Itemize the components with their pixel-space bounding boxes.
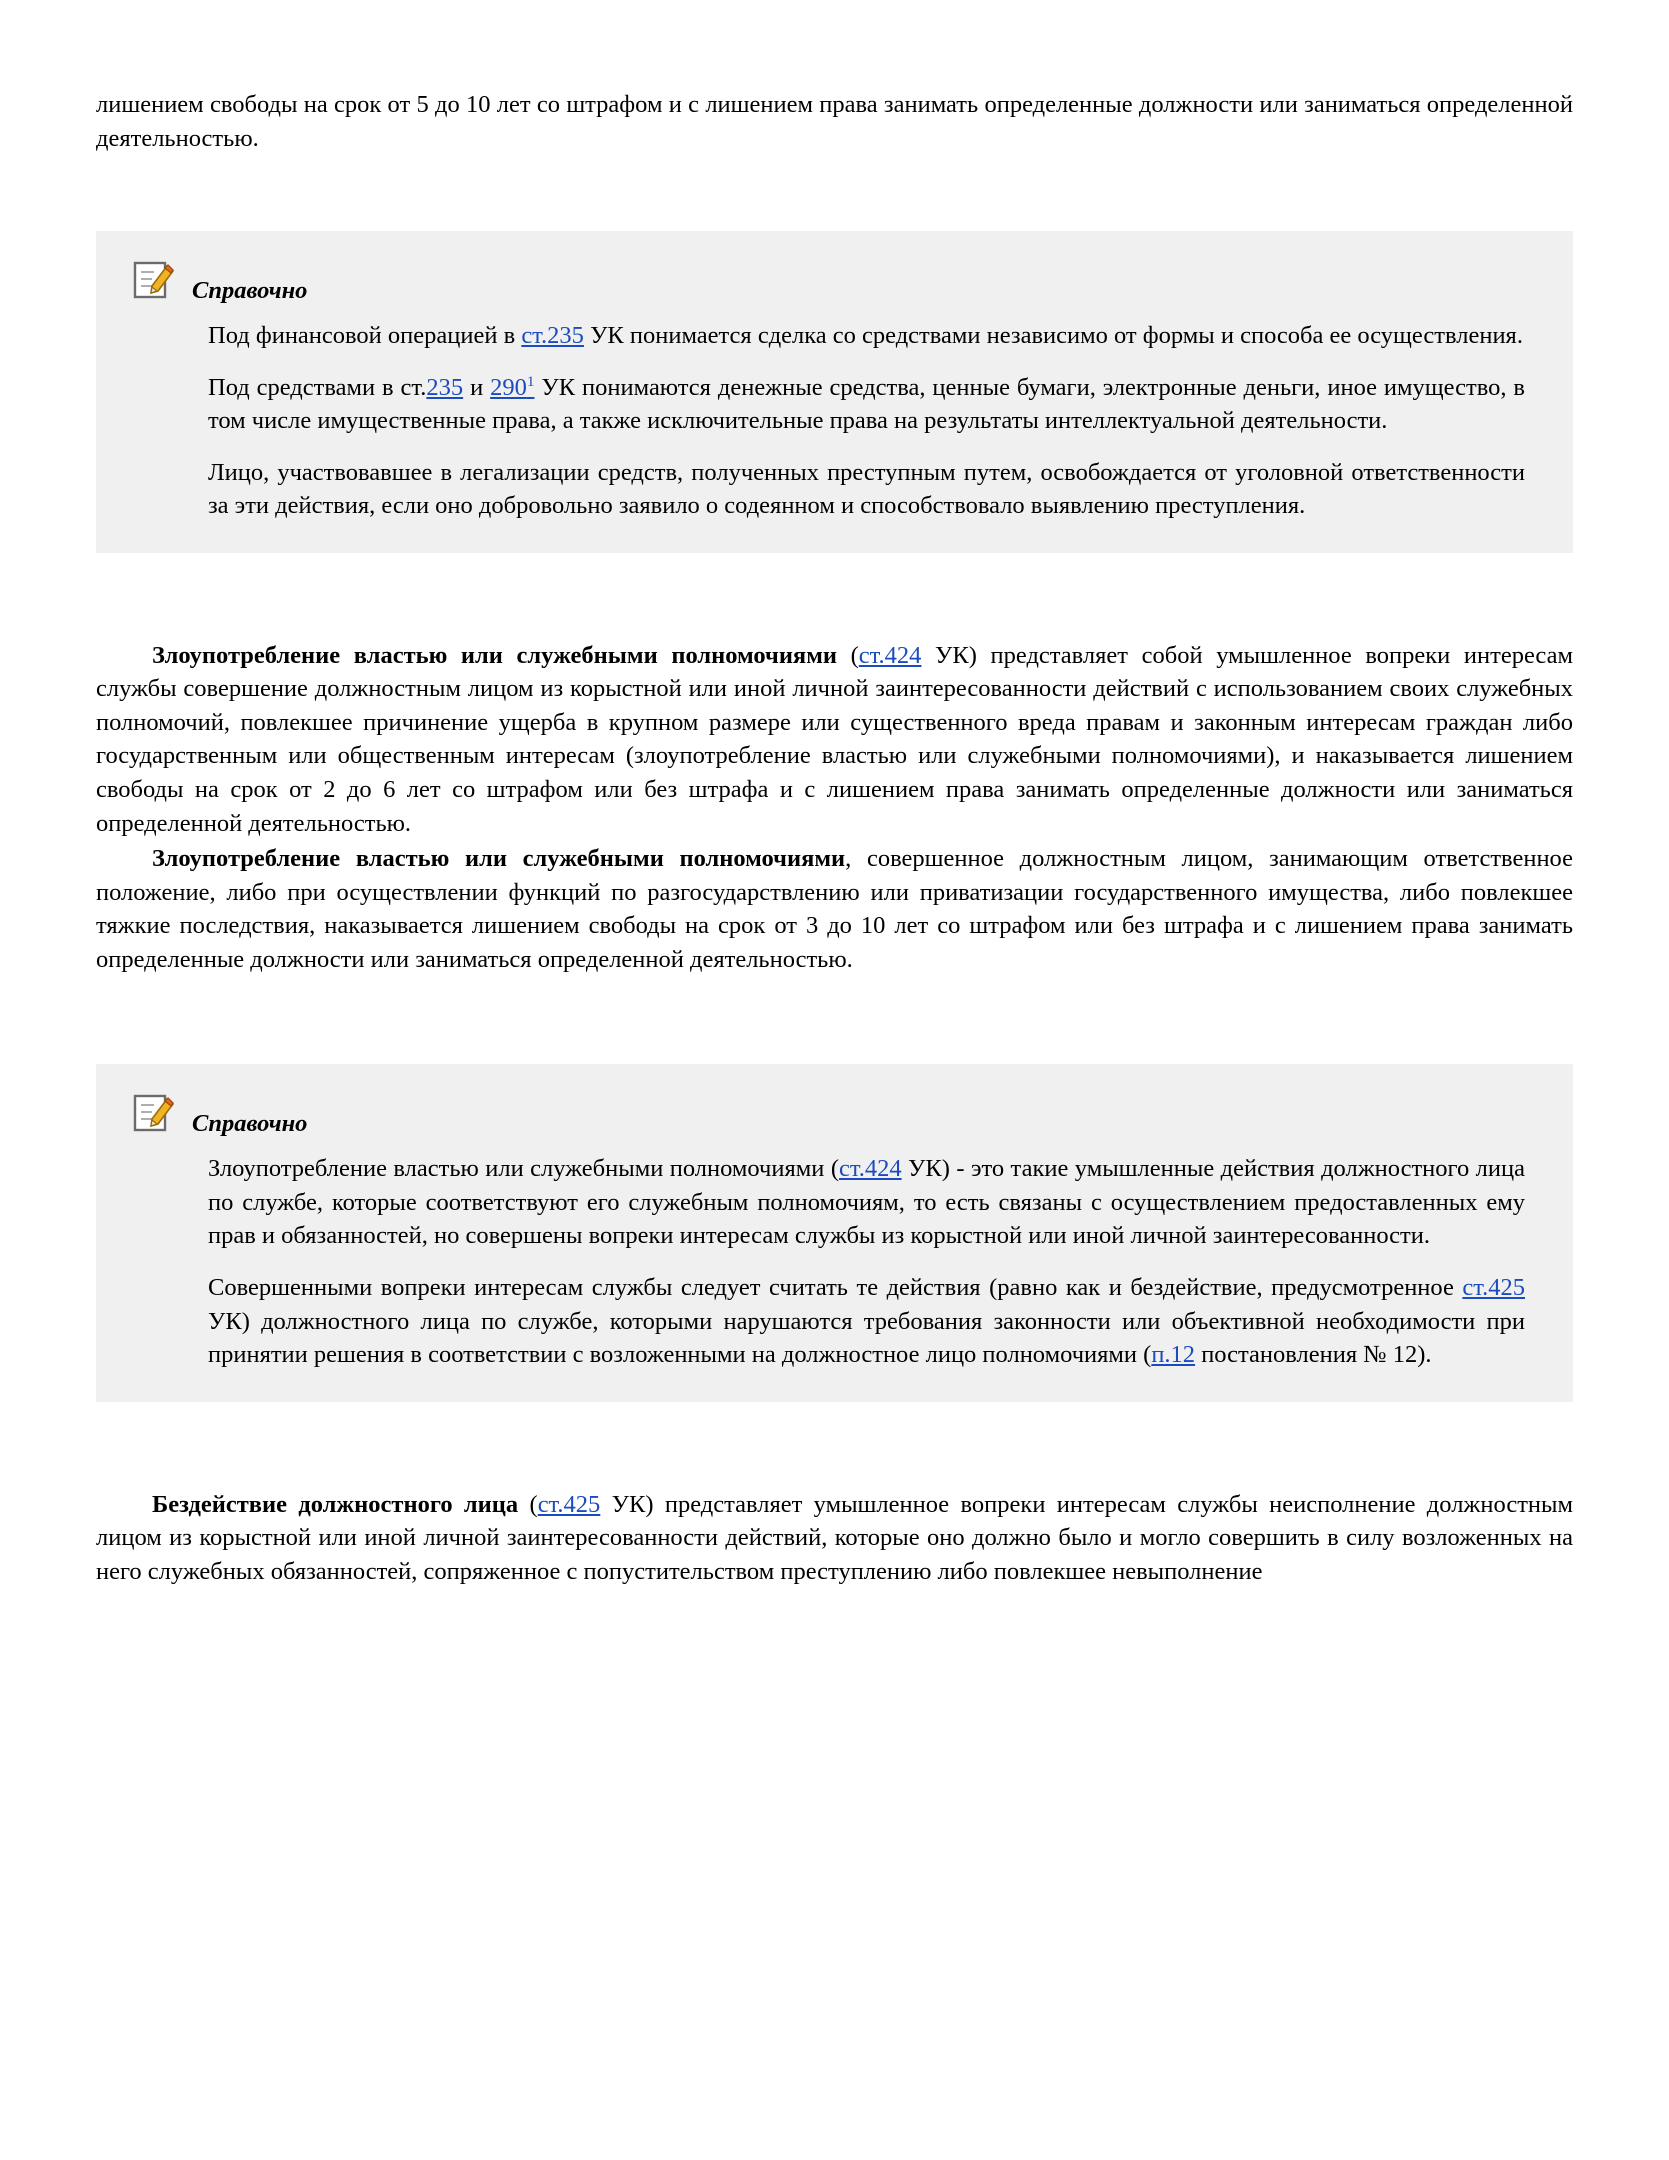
text-fragment: Под финансовой операцией в: [208, 321, 522, 349]
reference-box-1: [96, 231, 1573, 553]
bold-lead: Злоупотребление властью или служебными полномочиями: [152, 641, 837, 669]
note-edit-icon: [132, 1092, 174, 1134]
vertical-spacer: [96, 553, 1573, 639]
bold-lead: Бездействие должностного лица: [152, 1490, 519, 1518]
link-p12[interactable]: п.12: [1151, 1341, 1196, 1369]
link-st424[interactable]: ст.424: [858, 641, 922, 669]
vertical-spacer: [96, 978, 1573, 1064]
text-fragment: Злоупотребление властью или служебными полномочиями (: [208, 1155, 839, 1183]
reference-box-1-header: [132, 257, 1537, 307]
text-fragment: УК) представляет собой умышленное вопреки интересам службы совершение должностным лицом из корыстной или иной личной заинтересованности действий с использованием своих служебных полномочий, повлекшее причинение ущерба в крупном размере или существенного вреда правам и законным интересам граждан либо государственным или общественным интересам (злоупотребление властью или служебными полномочиями), и наказывается лишением свободы на срок от 2 до 6 лет со штрафом или без штрафа и с лишением права занимать определенные должности или заниматься определенной деятельностью.: [96, 641, 1573, 837]
reference-box-2-title: Справочно: [192, 1110, 308, 1138]
text-fragment: УК) - это такие умышленные действия должностного лица по службе, которые соответствуют его служебным полномочиям, то есть связаны с осуществлением предоставленных ему прав и обязанностей, но совершены вопреки интересам службы из корыстной или иной личной заинтересованности.: [208, 1155, 1525, 1250]
reference-box-2-paragraph-2: [132, 1271, 1537, 1372]
vertical-spacer: [96, 157, 1573, 231]
link-290-superscript: 1: [526, 372, 535, 390]
text-fragment: Под средствами в ст.: [208, 373, 427, 401]
text-fragment: УК) представляет умышленное вопреки интересам службы неисполнение должностным лицом из корыстной или иной личной заинтересованности действий, которые оно должно было и могло совершить в силу возложенных на него служебных обязанностей, сопряженное с попустительством преступлению либо повлекшее невыполнение: [96, 1490, 1573, 1585]
paragraph-abuse-of-power-2: [96, 842, 1573, 976]
reference-box-2-paragraph-1: [132, 1152, 1537, 1253]
paragraph-continuation: лишением свободы на срок от 5 до 10 лет со штрафом и с лишением права занимать определенные должности или заниматься определенной деятельностью.: [96, 91, 1573, 152]
reference-box-2-header: [132, 1090, 1537, 1140]
paragraph-abuse-of-power-1: [96, 639, 1573, 840]
text-fragment: и: [463, 373, 491, 401]
link-st235[interactable]: ст.235: [521, 321, 584, 349]
text-fragment: УК) должностного лица по службе, которыми нарушаются требования законности или объективной необходимости при принятии решения в соответствии с возложенными на должностное лицо полномочиями (: [208, 1307, 1525, 1369]
link-st424[interactable]: ст.424: [838, 1155, 902, 1183]
bold-lead: Злоупотребление властью или служебными полномочиями: [152, 845, 846, 873]
link-st425[interactable]: ст.425: [1462, 1273, 1525, 1301]
link-235[interactable]: 235: [426, 373, 464, 401]
link-290-label: 290: [490, 373, 527, 401]
text-fragment: (: [837, 641, 859, 669]
link-st425[interactable]: ст.425: [537, 1490, 601, 1518]
text-fragment: УК понимается сделка со средствами независимо от формы и способа ее осуществления.: [583, 321, 1523, 349]
note-edit-icon: [132, 259, 174, 301]
text-fragment: Совершенными вопреки интересам службы следует считать те действия (равно как и бездействие, предусмотренное: [208, 1273, 1463, 1301]
reference-box-2: [96, 1064, 1573, 1401]
text-fragment: постановления № 12).: [1195, 1341, 1432, 1369]
text-fragment: , совершенное должностным лицом, занимающим ответственное положение, либо при осуществлении функций по разгосударствлению или приватизации государственного имущества, либо повлекшее тяжкие последствия, наказывается лишением свободы на срок от 3 до 10 лет со штрафом или без штрафа и с лишением права занимать определенные должности или заниматься определенной деятельностью.: [96, 845, 1573, 973]
text-fragment: УК понимаются денежные средства, ценные бумаги, электронные деньги, иное имущество, в том числе имущественные права, а также исключительные права на результаты интеллектуальной деятельности.: [208, 373, 1525, 435]
reference-box-1-title: Справочно: [192, 277, 308, 305]
link-290[interactable]: [490, 374, 534, 401]
reference-box-1-paragraph-3: Лицо, участвовавшее в легализации средств, полученных преступным путем, освобождается от уголовной ответственности за эти действия, если оно добровольно заявило о содеянном и способствовало выявлению преступления.: [208, 458, 1525, 520]
reference-box-1-paragraph-1: [132, 319, 1537, 353]
paragraph-official-inaction: [96, 1488, 1573, 1589]
vertical-spacer: [96, 1402, 1573, 1488]
text-fragment: (: [518, 1490, 538, 1518]
reference-box-1-paragraph-2: [132, 371, 1537, 438]
